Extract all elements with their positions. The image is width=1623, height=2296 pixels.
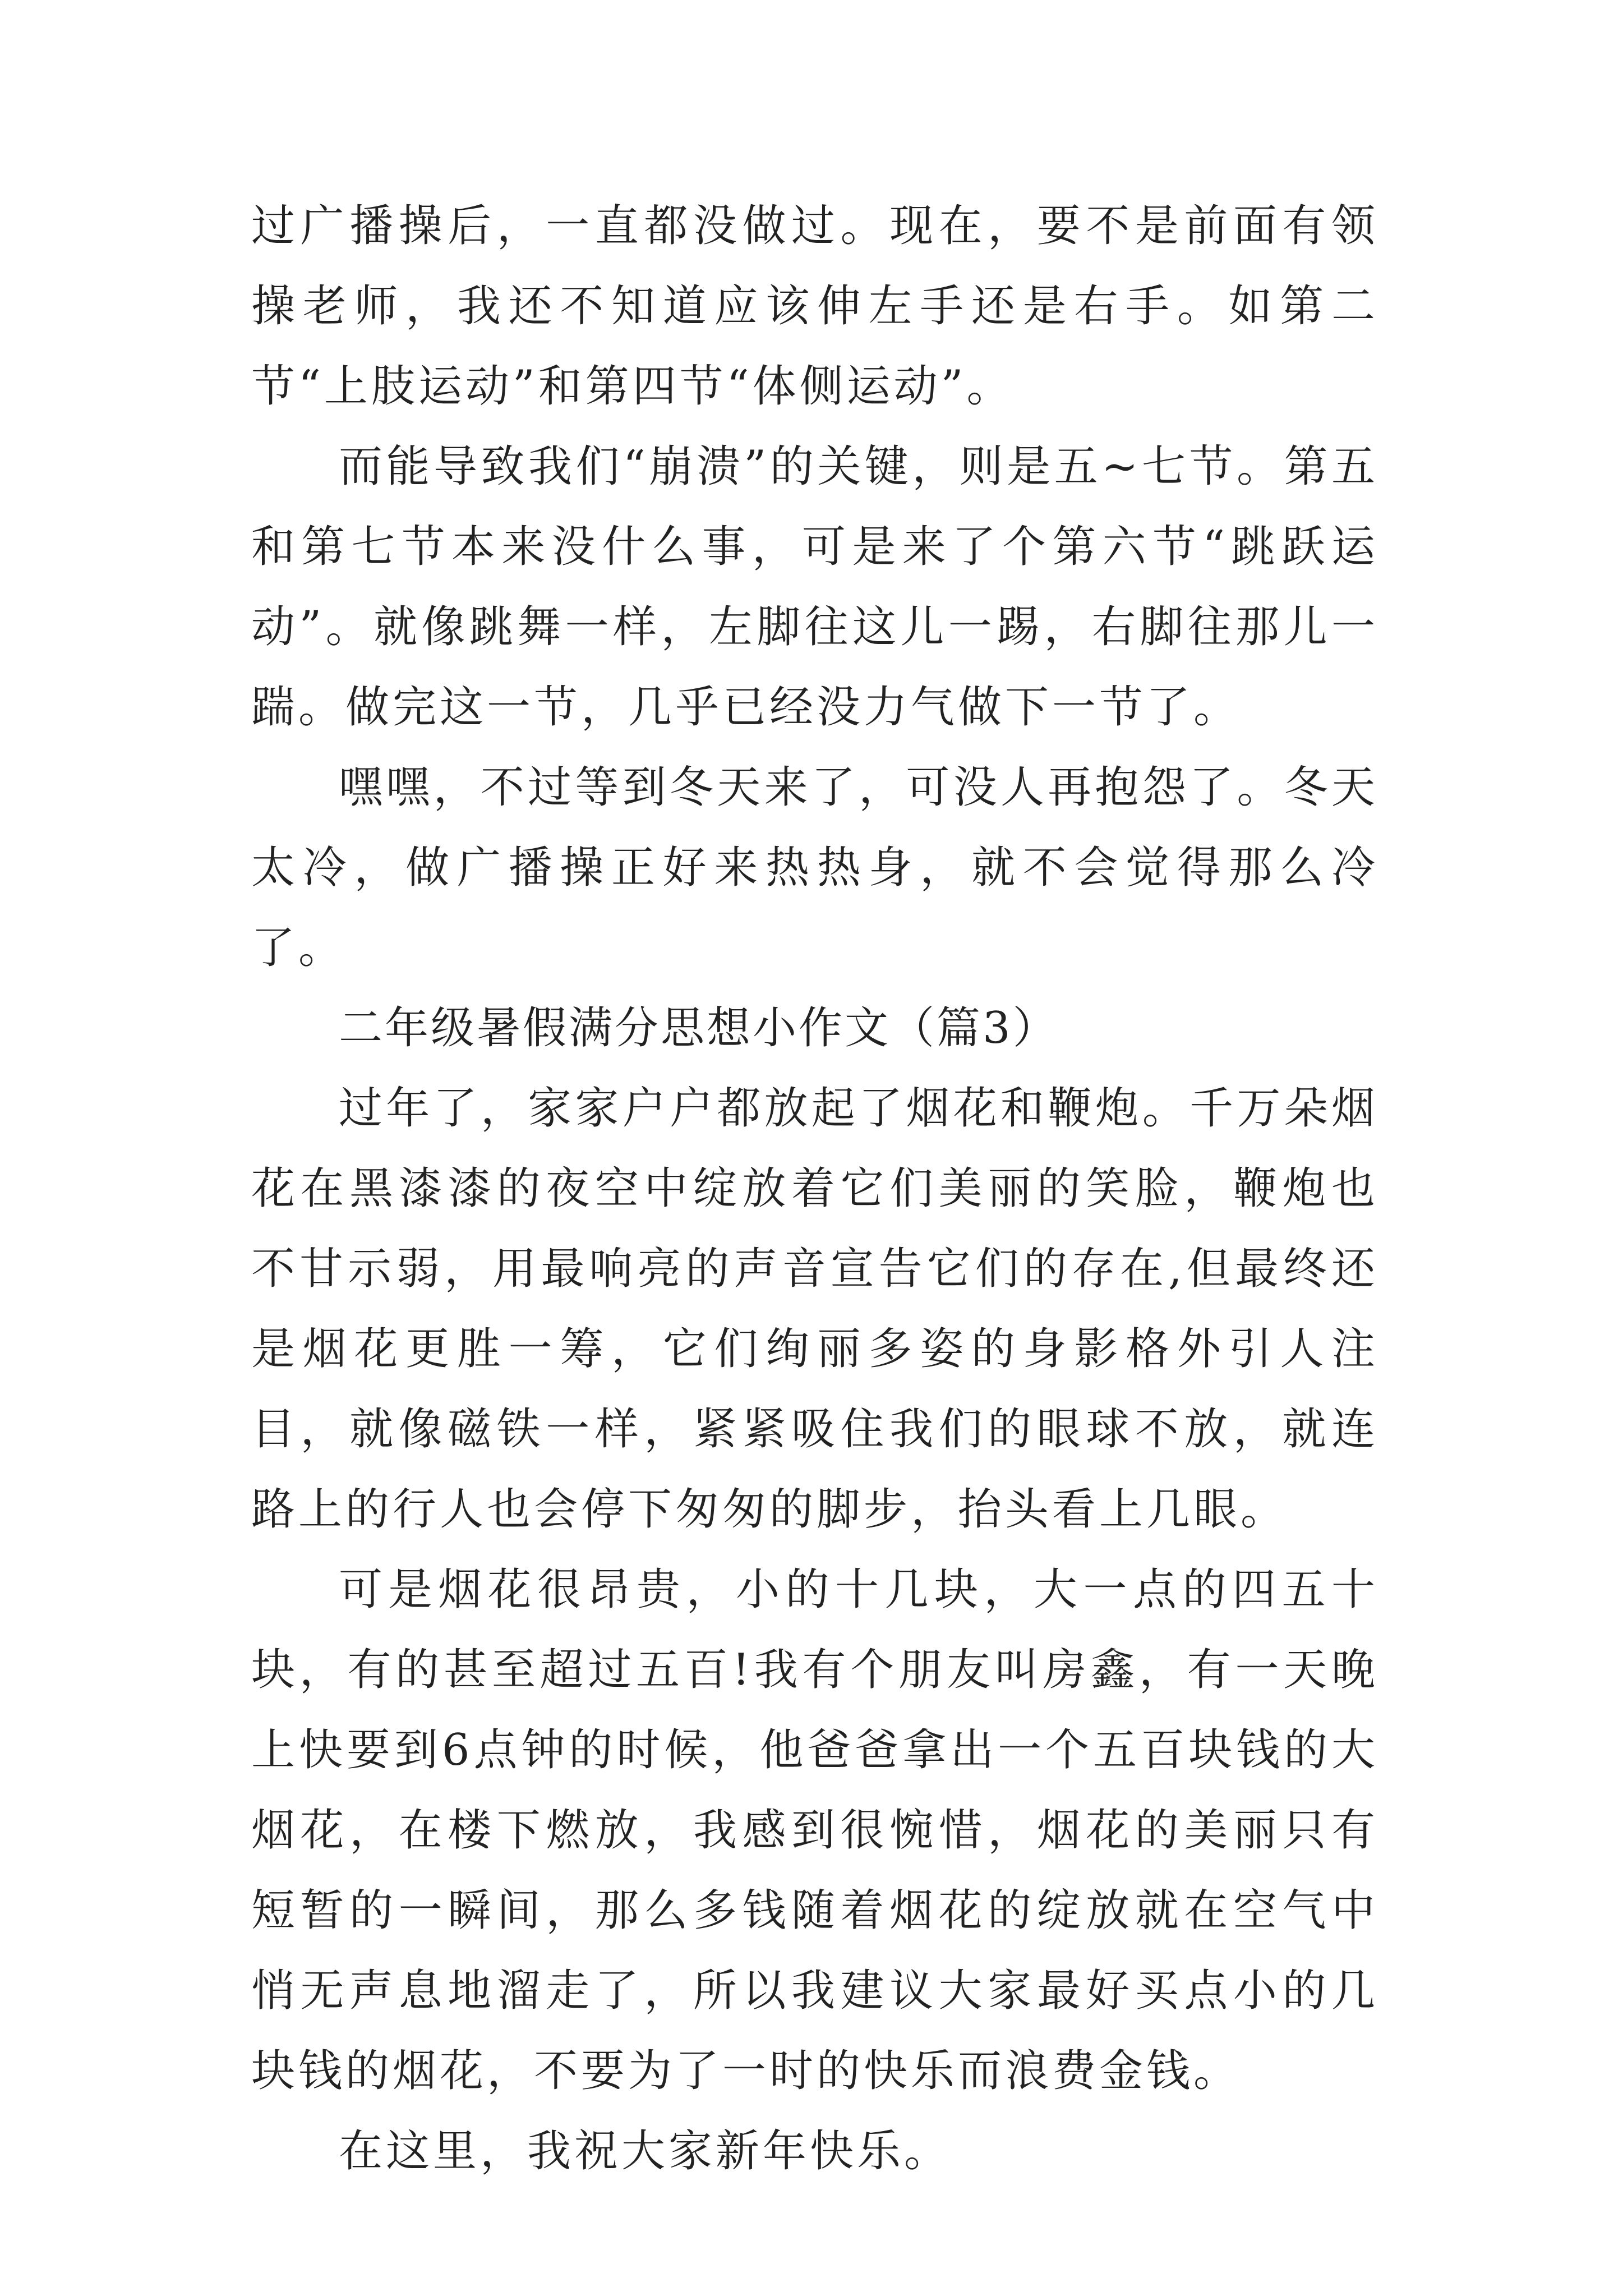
section-heading: 二年级暑假满分思想小作文（篇3） <box>339 1003 1059 1053</box>
paragraph-1: 过广播操后，一直都没做过。现在，要不是前面有领操老师，我还不知道应该伸左手还是右手。如第二节“上肢运动”和第四节“体侧运动”。 <box>251 201 1378 412</box>
paragraph-2: 而能导致我们“崩溃”的关键，则是五~七节。第五和第七节本来没什么事，可是来了个第六节“跳跃运动”。就像跳舞一样，左脚往这儿一踢，右脚往那儿一踹。做完这一节，几乎已经没力气做下一节了。 <box>251 441 1378 733</box>
paragraph-5: 可是烟花很昂贵，小的十几块，大一点的四五十块，有的甚至超过五百!我有个朋友叫房鑫，有一天晚上快要到6点钟的时候，他爸爸拿出一个五百块钱的大烟花，在楼下燃放，我感到很惋惜，烟花的美丽只有短暂的一瞬间，那么多钱随着烟花的绽放就在空气中悄无声息地溜走了，所以我建议大家最好买点小的几块钱的烟花，不要为了一时的快乐而浪费金钱。 <box>251 1565 1378 2096</box>
paragraph-6: 在这里，我祝大家新年快乐。 <box>339 2126 952 2177</box>
document-body <box>251 186 1378 2192</box>
paragraph-4: 过年了，家家户户都放起了烟花和鞭炮。千万朵烟花在黑漆漆的夜空中绽放着它们美丽的笑脸，鞭炮也不甘示弱，用最响亮的声音宣告它们的存在,但最终还是烟花更胜一筹，它们绚丽多姿的身影格外引人注目，就像磁铁一样，紧紧吸住我们的眼球不放，就连路上的行人也会停下匆匆的脚步，抬头看上几眼。 <box>251 1083 1378 1535</box>
paragraph-3: 嘿嘿，不过等到冬天来了，可没人再抱怨了。冬天太冷，做广播操正好来热热身，就不会觉得那么冷了。 <box>251 762 1378 973</box>
